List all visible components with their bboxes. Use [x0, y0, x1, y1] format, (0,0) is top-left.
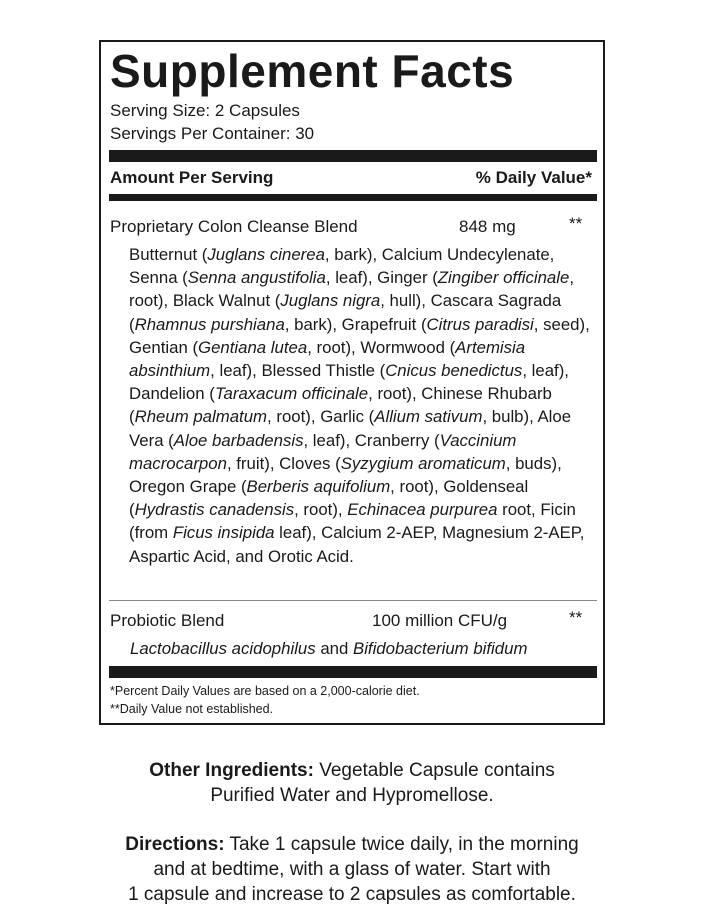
ingredient-text: , leaf), Cranberry ( [303, 430, 440, 450]
footnote-not-established: **Daily Value not established. [110, 702, 274, 716]
botanical-name: Cnicus benedictus [385, 361, 523, 381]
ingredient-text: , root), Chinese Rhubarb ( [129, 384, 552, 427]
ingredient-text: , root), Garlic ( [267, 407, 375, 427]
ingredient-text: , root), Wormwood ( [307, 337, 456, 357]
ingredient-text: , bark), Calcium Undecylenate, Senna ( [129, 245, 555, 288]
supplement-facts-panel [99, 40, 605, 725]
thin-divider [109, 600, 597, 601]
ingredient-text: , leaf), Ginger ( [325, 268, 438, 288]
strain-1: Lactobacillus acidophilus [130, 639, 316, 658]
ingredient-text: , fruit), Cloves ( [226, 453, 341, 473]
botanical-name: Rhamnus purshiana [134, 314, 285, 334]
botanical-name: Juglans nigra [280, 291, 381, 311]
directions [0, 832, 704, 907]
botanical-name: Vaccinium macrocarpon [129, 430, 517, 473]
amount-per-serving-header: Amount Per Serving [110, 168, 274, 187]
other-ingredients-line2: Purified Water and Hypromellose. [210, 785, 494, 806]
strain-2: Bifidobacterium bifidum [353, 639, 528, 658]
thick-divider-mid [109, 194, 597, 201]
other-ingredients [0, 758, 704, 808]
blend1-name: Proprietary Colon Cleanse Blend [110, 217, 358, 236]
ingredient-text: , buds), Oregon Grape ( [129, 453, 562, 497]
botanical-name: Taraxacum officinale [214, 384, 369, 404]
blend2-amount: 100 million CFU/g [372, 611, 508, 630]
directions-line1: Take 1 capsule twice daily, in the morning [229, 834, 579, 855]
other-ingredients-line1: Vegetable Capsule contains [319, 760, 555, 781]
botanical-name: Rheum palmatum [134, 407, 268, 427]
botanical-name: Zingiber officinale [437, 268, 570, 288]
botanical-name: Senna angustifolia [187, 268, 326, 288]
ingredient-text: leaf), Calcium 2-AEP, Magnesium 2-AEP, Aspartic Acid, and Orotic Acid. [129, 523, 585, 566]
botanical-name: Juglans cinerea [207, 245, 325, 264]
botanical-name: Berberis aquifolium [246, 477, 391, 497]
ingredient-text: , bark), Grapefruit ( [284, 314, 427, 334]
servings-per-container: Servings Per Container: 30 [110, 124, 315, 143]
blend1-dv: ** [569, 214, 583, 233]
ingredient-text: , bulb), Aloe Vera ( [129, 407, 572, 450]
botanical-name: Echinacea purpurea [347, 500, 498, 520]
other-ingredients-label: Other Ingredients: [149, 760, 314, 781]
botanical-name: Ficus insipida [172, 523, 275, 543]
blend2-dv: ** [569, 608, 583, 627]
botanical-name: Citrus paradisi [426, 314, 534, 334]
botanical-name: Syzygium aromaticum [340, 453, 506, 473]
botanical-name: Gentiana lutea [198, 337, 308, 357]
blend2-name: Probiotic Blend [110, 611, 225, 630]
panel-title: Supplement Facts [110, 45, 515, 97]
ingredient-text: , hull), Cascara Sagrada ( [129, 291, 562, 334]
directions-line2: and at bedtime, with a glass of water. Start with [153, 859, 551, 880]
thick-divider-top [109, 150, 597, 162]
serving-size: Serving Size: 2 Capsules [110, 101, 300, 120]
thick-divider-bottom [109, 666, 597, 678]
blend2-strains [130, 639, 527, 659]
footnote-daily-values: *Percent Daily Values are based on a 2,000-calorie diet. [110, 684, 420, 698]
ingredient-text: , root), [294, 500, 348, 520]
ingredient-text: , root), Goldenseal ( [129, 477, 529, 520]
directions-line3: 1 capsule and increase to 2 capsules as comfortable. [128, 884, 576, 905]
botanical-name: Allium sativum [374, 407, 483, 427]
directions-label: Directions: [125, 834, 225, 855]
blend1-amount: 848 mg [459, 217, 516, 236]
botanical-name: Artemisia absinthium [129, 337, 526, 381]
ingredient-text: , leaf), Dandelion ( [129, 361, 569, 404]
blend1-ingredients [129, 243, 599, 568]
botanical-name: Hydrastis canadensis [134, 500, 295, 520]
ingredient-text: Butternut ( [129, 245, 208, 264]
ingredient-text: , seed), Gentian ( [129, 314, 590, 357]
botanical-name: Aloe barbadensis [173, 430, 304, 450]
daily-value-header: % Daily Value* [475, 168, 592, 187]
ingredient-text: , root), Black Walnut ( [129, 268, 574, 311]
strain-conjunction: and [320, 639, 349, 658]
ingredient-text: , leaf), Blessed Thistle ( [210, 361, 386, 381]
ingredient-text: root, Ficin (from [129, 500, 576, 543]
